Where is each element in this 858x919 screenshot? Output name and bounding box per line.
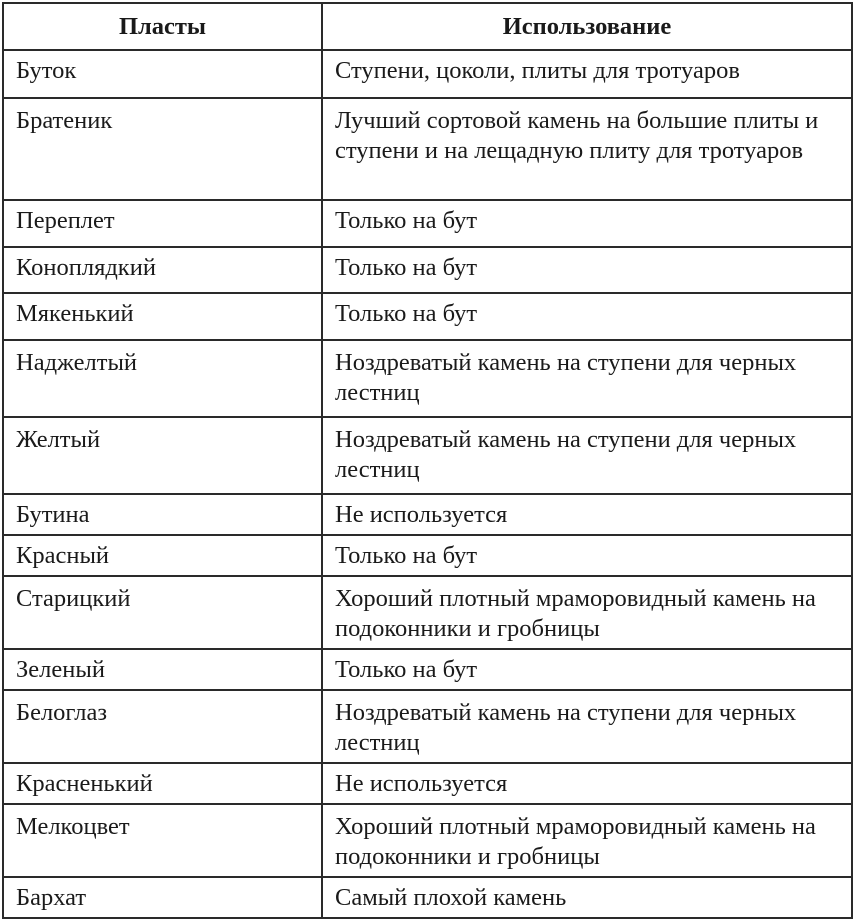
usage-cell: Хороший плотный мраморовидный камень на подоконники и гробницы — [322, 804, 852, 877]
table-row — [3, 293, 852, 340]
table-row — [3, 417, 852, 494]
table-row — [3, 690, 852, 763]
document — [2, 2, 853, 919]
usage-cell: Только на бут — [322, 293, 852, 340]
usage-cell: Ноздреватый камень на ступени для черных лестниц — [322, 690, 852, 763]
table-row — [3, 200, 852, 247]
usage-cell: Самый плохой камень — [322, 877, 852, 918]
layer-cell: Белоглаз — [3, 690, 322, 763]
table-header-row — [3, 3, 852, 50]
usage-cell: Лучший сортовой камень на большие плиты и ступени и на лещадную плиту для тротуаров — [322, 98, 852, 200]
layer-cell: Желтый — [3, 417, 322, 494]
usage-cell: Ноздреватый камень на ступени для черных лестниц — [322, 417, 852, 494]
layer-cell: Мелкоцвет — [3, 804, 322, 877]
column-header-usage: Использование — [322, 3, 852, 50]
table-row — [3, 247, 852, 293]
table-row — [3, 50, 852, 98]
table-row — [3, 804, 852, 877]
table-row — [3, 877, 852, 918]
layer-cell: Бархат — [3, 877, 322, 918]
layer-cell: Буток — [3, 50, 322, 98]
usage-cell: Ступени, цоколи, плиты для тротуаров — [322, 50, 852, 98]
usage-cell: Не используется — [322, 763, 852, 804]
layer-cell: Братеник — [3, 98, 322, 200]
table-row — [3, 340, 852, 417]
layer-cell: Бутина — [3, 494, 322, 535]
layer-cell: Красненький — [3, 763, 322, 804]
table-row — [3, 494, 852, 535]
usage-cell: Только на бут — [322, 247, 852, 293]
usage-cell: Только на бут — [322, 200, 852, 247]
strata-table — [2, 2, 853, 919]
column-header-layers: Пласты — [3, 3, 322, 50]
usage-cell: Хороший плотный мраморовидный камень на подоконники и гробницы — [322, 576, 852, 649]
table-row — [3, 763, 852, 804]
table-row — [3, 649, 852, 690]
usage-cell: Не используется — [322, 494, 852, 535]
layer-cell: Красный — [3, 535, 322, 576]
usage-cell: Только на бут — [322, 535, 852, 576]
layer-cell: Зеленый — [3, 649, 322, 690]
usage-cell: Ноздреватый камень на ступени для черных лестниц — [322, 340, 852, 417]
table-row — [3, 535, 852, 576]
layer-cell: Коноплядкий — [3, 247, 322, 293]
table-row — [3, 98, 852, 200]
layer-cell: Старицкий — [3, 576, 322, 649]
layer-cell: Наджелтый — [3, 340, 322, 417]
layer-cell: Мякенький — [3, 293, 322, 340]
table-row — [3, 576, 852, 649]
layer-cell: Переплет — [3, 200, 322, 247]
usage-cell: Только на бут — [322, 649, 852, 690]
